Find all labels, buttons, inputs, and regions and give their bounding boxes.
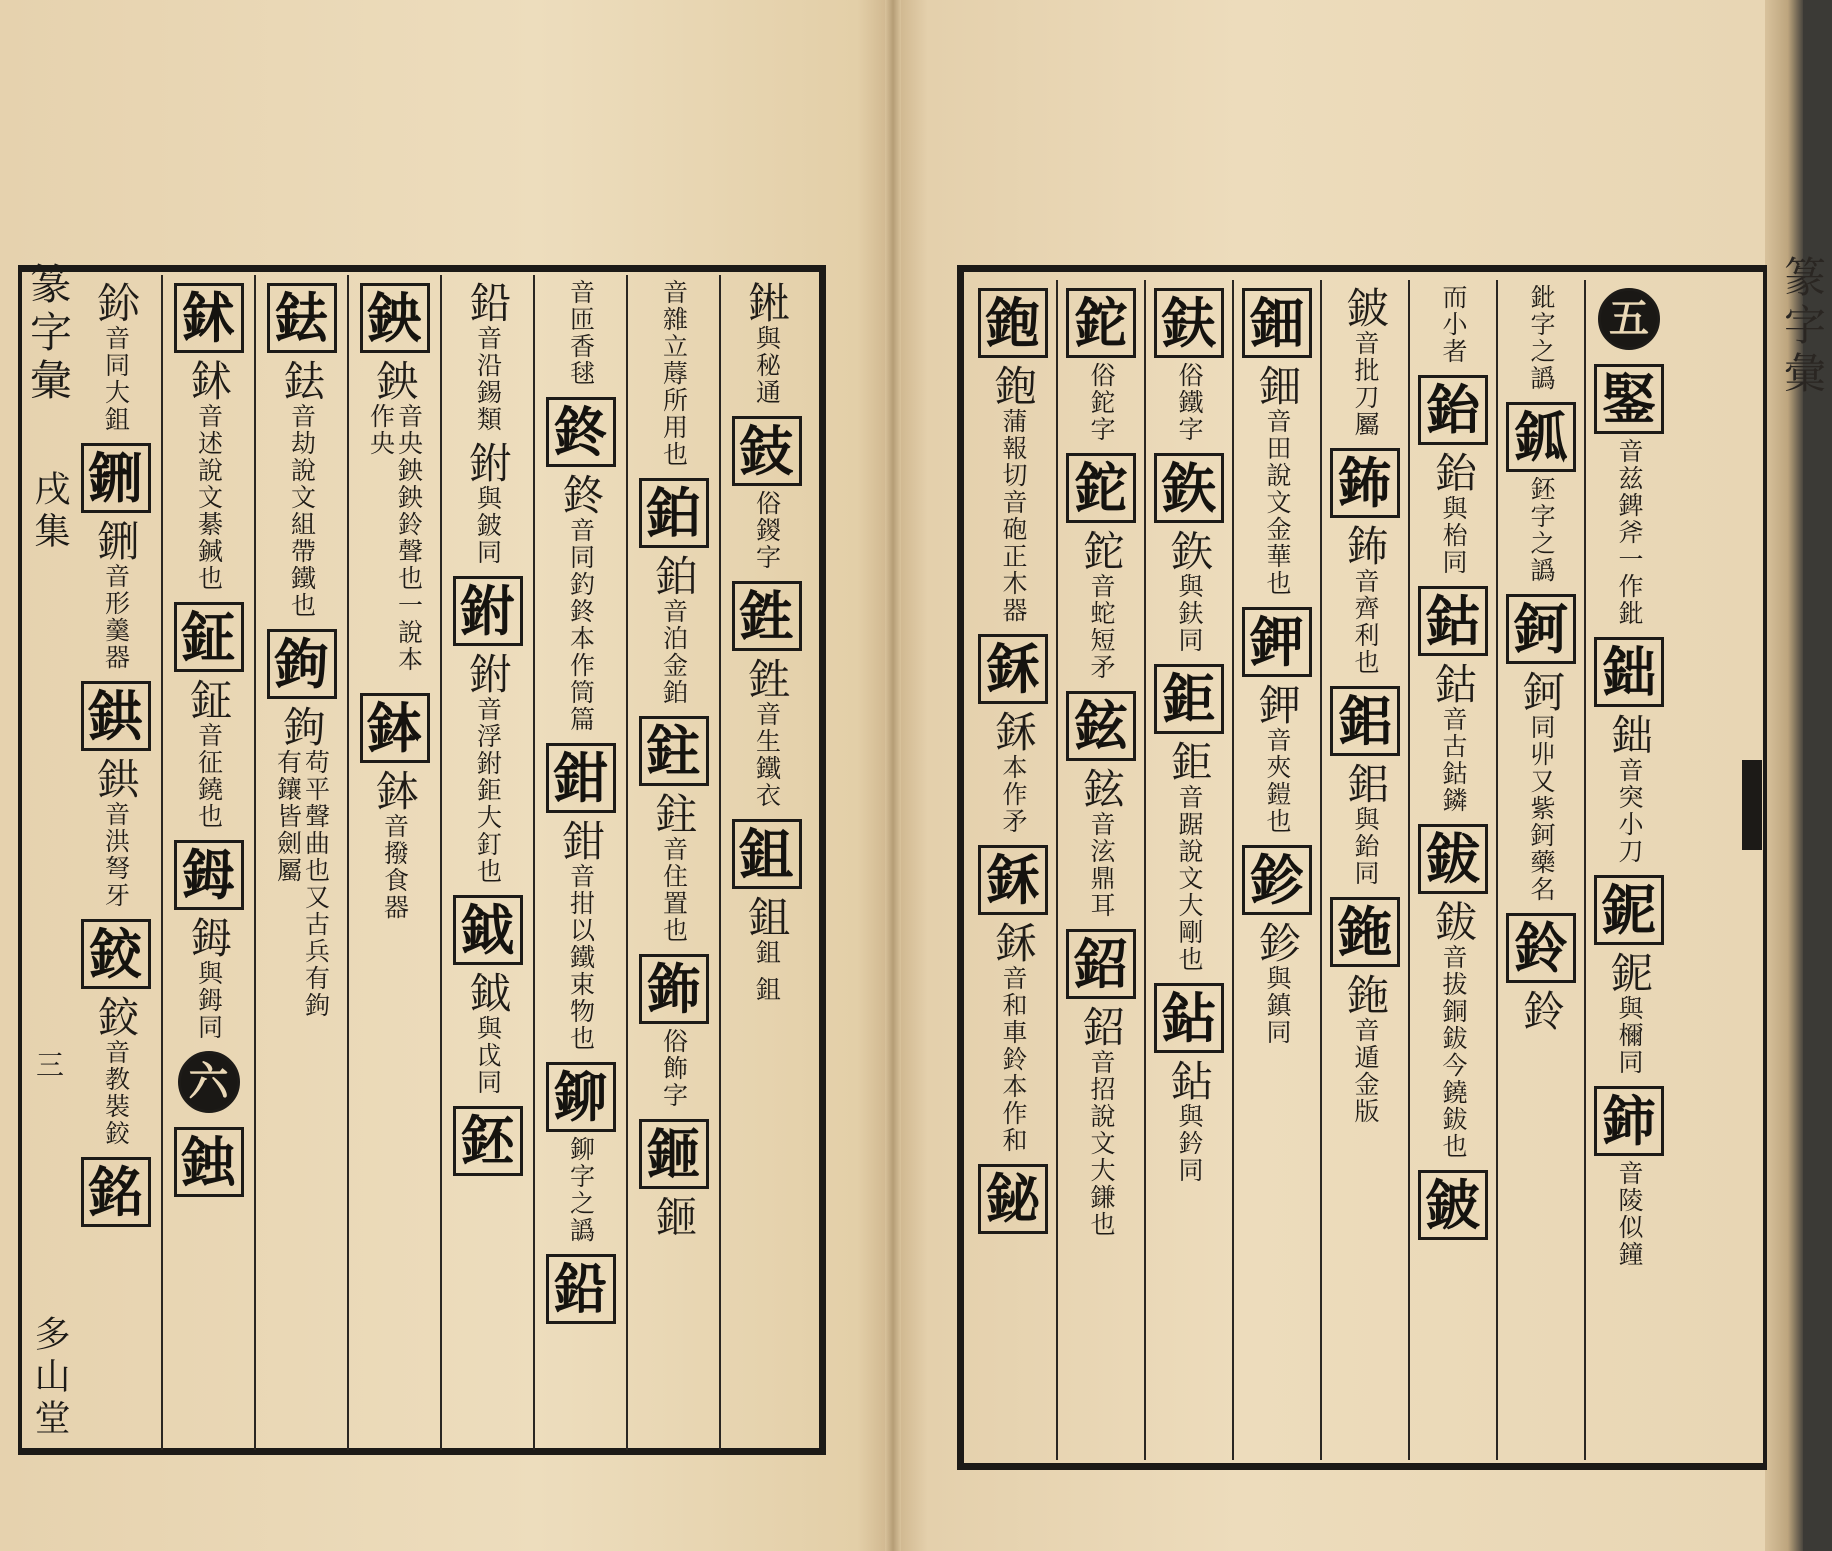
gloss-text: 而小者 (1439, 284, 1468, 365)
left-page-number: 三 (32, 1050, 65, 1084)
dictionary-entry (1439, 284, 1467, 365)
gloss-text: 音教裝鉸 (101, 1039, 131, 1147)
dictionary-entry (453, 891, 523, 1096)
gloss-text: 與秘通 (752, 325, 782, 406)
dictionary-entry (360, 689, 430, 921)
seal-script-form: 鉔 (649, 1195, 699, 1237)
gloss-text: 與鈹同 (473, 485, 503, 566)
headword: 鉥 (174, 283, 244, 353)
dictionary-entry (639, 474, 709, 706)
dictionary-entry (1330, 893, 1400, 1125)
seal-script-form: 鉜 (463, 441, 513, 483)
headword: 鉣 (267, 283, 337, 353)
headword: 鉎 (732, 581, 802, 651)
text-column (1496, 280, 1584, 1460)
gloss-text: 音和車鈴本作和 (999, 965, 1028, 1154)
seal-script-form: 鉸 (91, 995, 141, 1037)
seal-script-form: 鈹 (1341, 286, 1391, 328)
gloss-text: 音古鈷鏻 (1439, 706, 1468, 814)
headword: 鉧 (174, 840, 244, 910)
dictionary-entry (978, 1160, 1048, 1238)
gloss-text: 鉏 鉏 (752, 939, 782, 1003)
dictionary-entry (1242, 603, 1312, 835)
gloss-text: 與鎮同 (1263, 965, 1292, 1046)
dictionary-entry (1506, 909, 1576, 1033)
text-column (70, 275, 161, 1450)
headword: 鈯 (1594, 637, 1664, 707)
seal-script-form: 鉧 (184, 916, 234, 958)
seal-script-form: 鈴 (1517, 989, 1567, 1031)
gloss-text: 蒲報切音砲正木器 (999, 408, 1028, 624)
dictionary-entry (1066, 284, 1136, 443)
dictionary-entry (463, 279, 513, 433)
headword: 鉀 (1242, 607, 1312, 677)
headword: 鉇 (1330, 897, 1400, 967)
text-column (440, 275, 533, 1450)
headword: 鈷 (1418, 586, 1488, 656)
seal-script-form: 鉁 (1253, 921, 1303, 963)
dictionary-entry (639, 712, 709, 944)
seal-script-form: 鉖 (556, 473, 606, 515)
dictionary-entry (1154, 284, 1224, 443)
seal-script-form: 鈸 (1429, 900, 1479, 942)
headword: 鉋 (978, 288, 1048, 358)
seal-script-form: 鈳 (1517, 670, 1567, 712)
headword: 鈇 (1154, 288, 1224, 358)
dictionary-entry (453, 572, 523, 885)
gloss-text: 音形羹器 (101, 563, 131, 671)
headword: 鉍 (978, 1164, 1048, 1234)
dictionary-entry (1330, 444, 1400, 676)
dictionary-entry (1594, 633, 1664, 865)
text-column (254, 275, 347, 1450)
headword: 鉈 (1066, 453, 1136, 523)
headword: 鉏 (732, 819, 802, 889)
headword: 鉶 (81, 443, 151, 513)
headword: 鈰 (1594, 1086, 1664, 1156)
dictionary-entry (639, 1115, 709, 1239)
headword: 鈻 (1330, 686, 1400, 756)
gloss-text: 俗飾字 (659, 1028, 689, 1109)
headword: 鋻 (1594, 364, 1664, 434)
text-column (1320, 280, 1408, 1460)
text-column (1584, 280, 1672, 1460)
text-column (719, 275, 812, 1450)
gloss-text: 與鉧同 (194, 960, 224, 1041)
dictionary-entry (174, 598, 244, 830)
seal-script-form: 鈿 (1253, 364, 1303, 406)
seal-script-form: 鈮 (1605, 951, 1655, 993)
seal-script-form: 鈯 (1605, 713, 1655, 755)
gloss-text: 本作矛 (999, 754, 1028, 835)
headword: 鉅 (1154, 664, 1224, 734)
headword: 銘 (81, 1157, 151, 1227)
headword: 鉜 (453, 576, 523, 646)
gloss-text: 音劫說文組帶鐵也 (287, 403, 317, 619)
seal-script-form: 鉒 (649, 792, 699, 834)
dictionary-entry (178, 1047, 240, 1117)
headword: 鉦 (174, 602, 244, 672)
headword: 鉗 (546, 743, 616, 813)
gloss-text: 音同釣鉖本作筒篇 (566, 517, 596, 733)
book-gutter (885, 0, 901, 1551)
page-edge (1765, 0, 1803, 1551)
gloss-text: 音田說文金華也 (1263, 408, 1292, 597)
gloss-text: 音突小刀 (1615, 757, 1644, 865)
dictionary-entry (1598, 284, 1660, 354)
seal-script-form: 鉜 (463, 652, 513, 694)
headword: 鈴 (1506, 913, 1576, 983)
gloss-text: 音浮鉜鉅大釘也 (473, 696, 503, 885)
text-column (1056, 280, 1144, 1460)
seal-script-form: 鉣 (277, 359, 327, 401)
seal-script-form: 鉦 (184, 678, 234, 720)
seal-script-form: 鉌 (989, 921, 1039, 963)
seal-script-form: 鉌 (989, 710, 1039, 752)
dictionary-entry (1242, 841, 1312, 1046)
gloss-text: 同丱又紫鈳藥名 (1527, 714, 1556, 903)
gloss-text: 音泊金鉑 (659, 598, 689, 706)
dictionary-entry (1066, 687, 1136, 919)
text-column (1144, 280, 1232, 1460)
gloss-text: 音同大鉏 (101, 325, 131, 433)
dictionary-entry (1527, 284, 1555, 392)
seal-script-form: 鉇 (1341, 973, 1391, 1015)
gloss-text: 音雜立蓐所用也 (659, 279, 689, 468)
seal-script-form: 鉊 (1077, 1005, 1127, 1047)
dictionary-entry (267, 279, 337, 619)
section-number: 五 (1598, 288, 1660, 350)
dictionary-entry (453, 1102, 523, 1180)
headword: 鈲 (1506, 402, 1576, 472)
gloss-text: 俗鉈字 (1087, 362, 1116, 443)
seal-script-form: 𨧀 (742, 281, 792, 323)
headword: 鉛 (546, 1254, 616, 1324)
seal-script-form: 鉛 (463, 281, 513, 323)
headword: 鉢 (360, 693, 430, 763)
dictionary-entry (742, 279, 792, 406)
dictionary-entry (546, 393, 616, 733)
gloss-text: 與戉同 (473, 1015, 503, 1096)
gloss-text: 音拑以鐵束物也 (566, 863, 596, 1052)
seal-script-form: 鈽 (1341, 524, 1391, 566)
dictionary-entry (732, 412, 802, 571)
gloss-text: 音蛇短矛 (1087, 573, 1116, 681)
gloss-text: 音沿錫類 (473, 325, 503, 433)
headword: 鉤 (267, 629, 337, 699)
seal-script-form: 鉥 (184, 359, 234, 401)
right-page-title: 篆字彙 (1778, 255, 1827, 399)
gloss-text: 音遁金版 (1351, 1017, 1380, 1125)
seal-script-form: 鉉 (1077, 767, 1127, 809)
gloss-text: 音陵似鐘 (1615, 1160, 1644, 1268)
gloss-text: 與鈶同 (1351, 806, 1380, 887)
dictionary-entry (978, 284, 1048, 624)
left-columns (70, 275, 812, 1450)
text-column (970, 280, 1056, 1460)
dictionary-entry (81, 439, 151, 671)
headword: 鉸 (81, 919, 151, 989)
gloss-text: 音央鉠鉠鈴聲也一說本作央 (366, 403, 424, 673)
gloss-text: 音踞說文大剛也 (1175, 784, 1204, 973)
gloss-text: 鉚字之譌 (566, 1136, 596, 1244)
dictionary-entry (1594, 1082, 1664, 1268)
gloss-text: 苟平聲曲也又古兵有鉤有鑲皆劍屬 (273, 749, 331, 1019)
headword: 鈽 (1330, 448, 1400, 518)
gloss-text: 音招說文大鎌也 (1087, 1049, 1116, 1238)
dictionary-entry (1506, 398, 1576, 584)
dictionary-entry (1154, 449, 1224, 654)
dictionary-entry (546, 1250, 616, 1328)
headword: 鉔 (639, 1119, 709, 1189)
gloss-text: 音生鐵衣 (752, 701, 782, 809)
dictionary-entry (360, 279, 430, 683)
text-column (533, 275, 626, 1450)
seal-script-form: 鈻 (1341, 762, 1391, 804)
dictionary-entry (1594, 360, 1664, 627)
seal-script-form: 鉶 (91, 519, 141, 561)
seal-script-form: 鉆 (1165, 1059, 1215, 1101)
gloss-text: 俗鐵字 (1175, 362, 1204, 443)
headword: 鈿 (1242, 288, 1312, 358)
seal-script-form: 鉗 (556, 819, 606, 861)
dictionary-entry (81, 1153, 151, 1231)
gloss-text: 俗鍐字 (752, 490, 782, 571)
left-page-title: 篆字彙 (24, 262, 73, 406)
seal-script-form: 鉠 (370, 359, 420, 401)
gloss-text: 音匝香毬 (566, 279, 596, 387)
seal-script-form: 鉎 (742, 657, 792, 699)
seal-script-form: 鉀 (1253, 683, 1303, 725)
headword: 鉚 (546, 1062, 616, 1132)
dictionary-entry (174, 279, 244, 592)
headword: 鈸 (1418, 824, 1488, 894)
dictionary-entry (91, 279, 141, 433)
headword: 鉈 (1066, 288, 1136, 358)
dictionary-entry (81, 915, 151, 1147)
dictionary-entry (174, 1123, 244, 1201)
dictionary-entry (1418, 820, 1488, 1160)
dictionary-entry (660, 279, 688, 468)
headword: 鉒 (639, 716, 709, 786)
headword: 鉷 (81, 681, 151, 751)
seal-script-form: 鈷 (1429, 662, 1479, 704)
seal-script-form: 鉃 (1165, 529, 1215, 571)
dictionary-entry (978, 841, 1048, 1154)
headword: 鉠 (360, 283, 430, 353)
headword: 鉃 (1154, 453, 1224, 523)
gloss-text: 音述說文綦鍼也 (194, 403, 224, 592)
headword: 鈹 (1418, 1170, 1488, 1240)
dictionary-entry (1418, 582, 1488, 814)
headword: 鉟 (453, 1106, 523, 1176)
gloss-text: 音批刀屬 (1351, 330, 1380, 438)
dictionary-entry (174, 836, 244, 1041)
text-column (1232, 280, 1320, 1460)
headword: 鉊 (1066, 929, 1136, 999)
gloss-text: 鉟字之譌 (1527, 476, 1556, 584)
headword: 鉞 (453, 895, 523, 965)
headword: 鉁 (1242, 845, 1312, 915)
dictionary-entry (81, 677, 151, 909)
margin-mark (1742, 760, 1762, 850)
seal-script-form: 鈶 (1429, 451, 1479, 493)
dictionary-entry (1341, 284, 1391, 438)
seal-script-form: 鉈 (1077, 529, 1127, 571)
dictionary-entry (1506, 590, 1576, 903)
gloss-text: 音洪弩牙 (101, 801, 131, 909)
gloss-text: 與鈇同 (1175, 573, 1204, 654)
dictionary-entry (639, 950, 709, 1109)
seal-script-form: 鉢 (370, 769, 420, 811)
dictionary-entry (567, 279, 595, 387)
seal-script-form: 鉤 (277, 705, 327, 747)
headword: 鉆 (1154, 983, 1224, 1053)
headword: 鉑 (639, 478, 709, 548)
dictionary-entry (732, 815, 802, 1003)
dictionary-entry (546, 1058, 616, 1244)
dictionary-entry (1594, 871, 1664, 1076)
left-studio-name: 多山堂 (29, 1315, 70, 1441)
text-column (161, 275, 254, 1450)
headword: 鉌 (978, 634, 1048, 704)
dictionary-entry (1330, 682, 1400, 887)
headword: 鉓 (639, 954, 709, 1024)
headword: 鉵 (174, 1127, 244, 1197)
headword: 鈶 (1418, 375, 1488, 445)
headword: 鉖 (546, 397, 616, 467)
gloss-text: 音泫鼎耳 (1087, 811, 1116, 919)
seal-script-form: 鉅 (1165, 740, 1215, 782)
text-column (1408, 280, 1496, 1460)
seal-script-form: 鉏 (742, 895, 792, 937)
text-column (347, 275, 440, 1450)
headword: 鈳 (1506, 594, 1576, 664)
gloss-text: 鈚字之譌 (1527, 284, 1556, 392)
dictionary-entry (1154, 660, 1224, 973)
headword: 鉉 (1066, 691, 1136, 761)
dictionary-entry (978, 630, 1048, 835)
seal-script-form: 鉞 (463, 971, 513, 1013)
seal-script-form: 鉩 (91, 281, 141, 323)
gloss-text: 音夾鎧也 (1263, 727, 1292, 835)
dictionary-entry (546, 739, 616, 1052)
seal-script-form: 鉋 (989, 364, 1039, 406)
gloss-text: 音齊利也 (1351, 568, 1380, 676)
gloss-text: 音兹錍斧一作鈚 (1615, 438, 1644, 627)
dictionary-entry (1066, 449, 1136, 681)
dictionary-entry (1418, 371, 1488, 576)
gloss-text: 音征鐃也 (194, 722, 224, 830)
dictionary-entry (732, 577, 802, 809)
headword: 鉌 (978, 845, 1048, 915)
gloss-text: 與枱同 (1439, 495, 1468, 576)
dictionary-entry (267, 625, 337, 1029)
seal-script-form: 鉑 (649, 554, 699, 596)
dictionary-entry (1154, 979, 1224, 1184)
gloss-text: 與檷同 (1615, 995, 1644, 1076)
seal-script-form: 鉷 (91, 757, 141, 799)
gloss-text: 音住置也 (659, 836, 689, 944)
section-number: 六 (178, 1051, 240, 1113)
gloss-text: 音拔銅鈸今鐃鈸也 (1439, 944, 1468, 1160)
dictionary-entry (1066, 925, 1136, 1238)
headword: 鈘 (732, 416, 802, 486)
gloss-text: 與鈐同 (1175, 1103, 1204, 1184)
gloss-text: 音撥食器 (380, 813, 410, 921)
right-columns (970, 280, 1672, 1460)
dictionary-entry (1242, 284, 1312, 597)
left-collection-label: 戌集 (29, 470, 70, 554)
text-column (626, 275, 719, 1450)
dictionary-entry (463, 439, 513, 566)
headword: 鈮 (1594, 875, 1664, 945)
dictionary-entry (1418, 1166, 1488, 1244)
